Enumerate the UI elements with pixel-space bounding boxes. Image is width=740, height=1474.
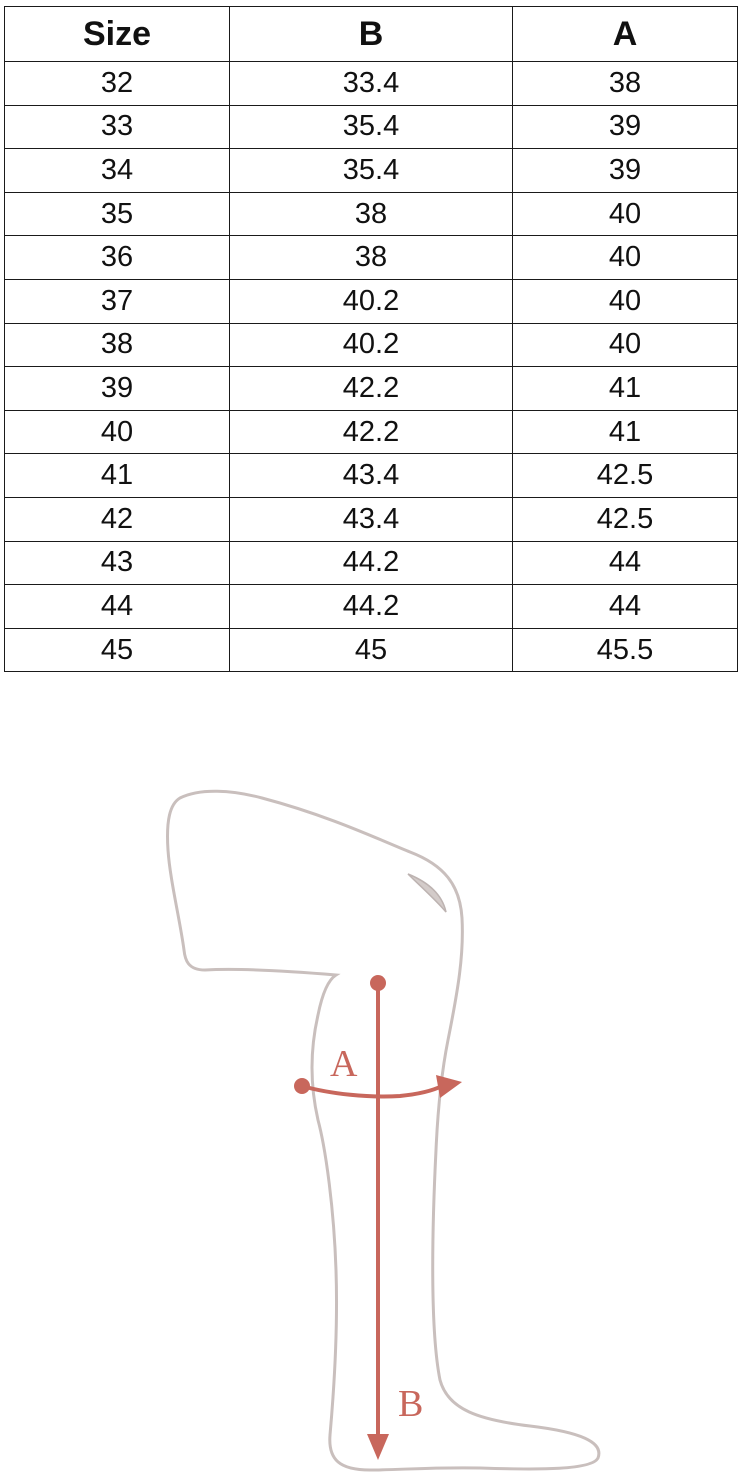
cell-size: 42 [5, 497, 230, 541]
cell-size: 36 [5, 236, 230, 280]
cell-b: 44.2 [230, 541, 513, 585]
cell-b: 42.2 [230, 367, 513, 411]
cell-a: 40 [513, 323, 738, 367]
table-row [5, 105, 738, 149]
boot-outline [168, 791, 599, 1470]
boot-measurement-diagram [0, 770, 740, 1474]
table-row [5, 62, 738, 106]
cell-a: 39 [513, 149, 738, 193]
table-row [5, 236, 738, 280]
table-row [5, 497, 738, 541]
cell-b: 35.4 [230, 105, 513, 149]
cell-b: 43.4 [230, 497, 513, 541]
cell-size: 43 [5, 541, 230, 585]
cell-a: 44 [513, 541, 738, 585]
cell-a: 39 [513, 105, 738, 149]
cell-b: 33.4 [230, 62, 513, 106]
measurement-a-label: A [330, 1043, 358, 1085]
cell-size: 33 [5, 105, 230, 149]
cell-size: 37 [5, 279, 230, 323]
measurement-a-start-dot [294, 1078, 310, 1094]
measurement-a-arrowhead [436, 1075, 462, 1098]
cell-b: 45 [230, 628, 513, 672]
cell-a: 45.5 [513, 628, 738, 672]
cell-b: 38 [230, 236, 513, 280]
header-a: A [513, 7, 738, 62]
measurement-b-label: B [398, 1383, 424, 1425]
cell-a: 38 [513, 62, 738, 106]
cell-b: 43.4 [230, 454, 513, 498]
cell-size: 35 [5, 192, 230, 236]
cell-a: 40 [513, 236, 738, 280]
table-row [5, 192, 738, 236]
table-body [5, 62, 738, 672]
cell-b: 42.2 [230, 410, 513, 454]
cell-a: 42.5 [513, 497, 738, 541]
header-size: Size [5, 7, 230, 62]
cell-a: 40 [513, 192, 738, 236]
cell-size: 34 [5, 149, 230, 193]
table-row [5, 454, 738, 498]
cell-a: 41 [513, 410, 738, 454]
cell-b: 38 [230, 192, 513, 236]
cell-size: 32 [5, 62, 230, 106]
measurement-b-start-dot [370, 975, 386, 991]
table-row [5, 541, 738, 585]
table-row [5, 410, 738, 454]
cell-b: 35.4 [230, 149, 513, 193]
table-row [5, 628, 738, 672]
cell-b: 40.2 [230, 279, 513, 323]
cell-size: 44 [5, 585, 230, 629]
cell-size: 38 [5, 323, 230, 367]
cell-a: 42.5 [513, 454, 738, 498]
cell-b: 40.2 [230, 323, 513, 367]
table-header-row [5, 7, 738, 62]
table-row [5, 279, 738, 323]
cell-size: 45 [5, 628, 230, 672]
table-row [5, 585, 738, 629]
cell-size: 39 [5, 367, 230, 411]
table-row [5, 149, 738, 193]
cell-size: 41 [5, 454, 230, 498]
table-row [5, 323, 738, 367]
cell-size: 40 [5, 410, 230, 454]
cell-b: 44.2 [230, 585, 513, 629]
cell-a: 41 [513, 367, 738, 411]
table-row [5, 367, 738, 411]
size-chart-table [4, 6, 738, 672]
cell-a: 44 [513, 585, 738, 629]
header-b: B [230, 7, 513, 62]
cell-a: 40 [513, 279, 738, 323]
